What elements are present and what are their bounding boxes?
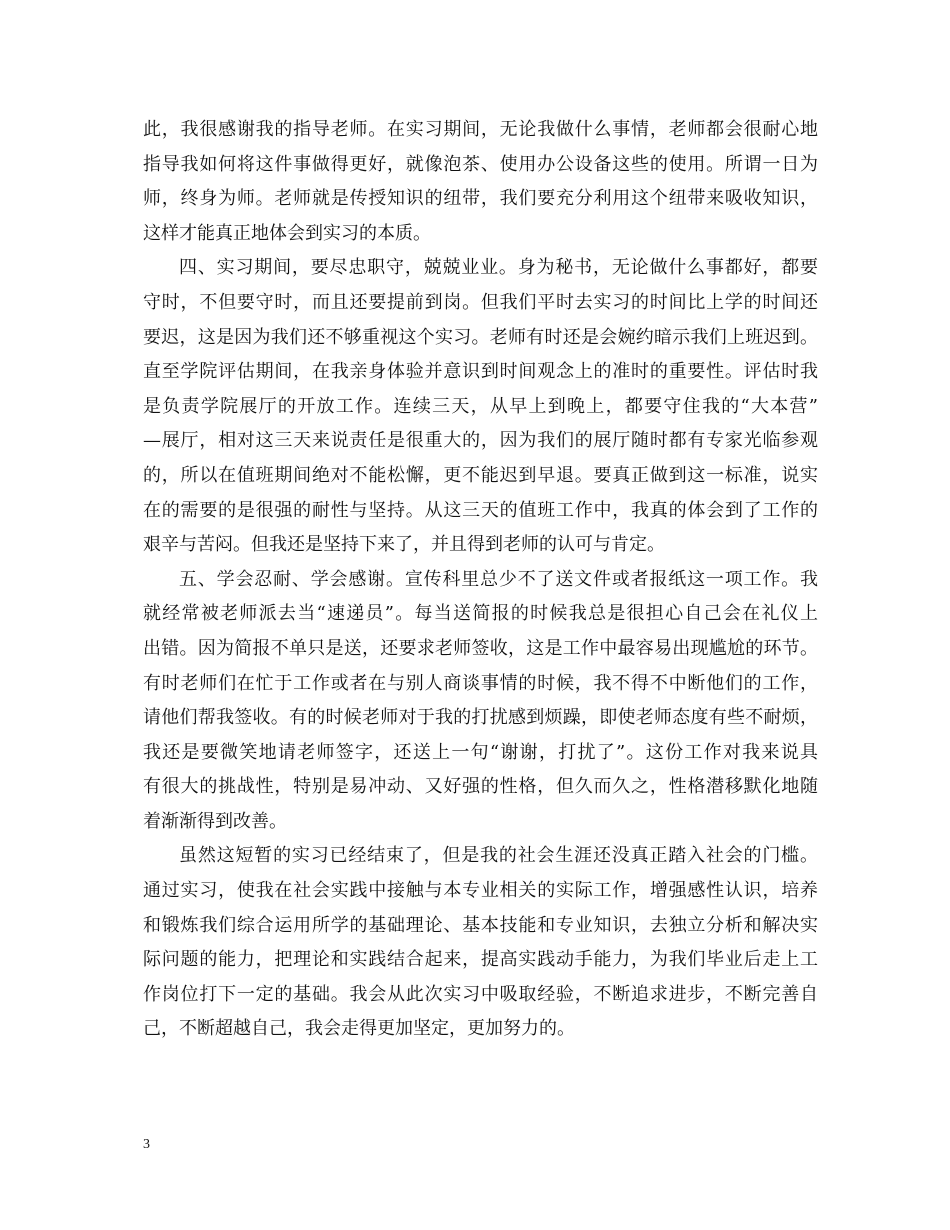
text-line: 我还是要微笑地请老师签字，还送上一句“谢谢，打扰了”。这份工作对我来说具 [143,741,818,763]
text-line: 际问题的能力，把理论和实践结合起来，提高实践动手能力，为我们毕业后走上工 [143,949,818,971]
text-line: 己，不断超越自己，我会走得更加坚定，更加努力的。 [143,1018,575,1040]
text-line: 有很大的挑战性，特别是易冲动、又好强的性格，但久而久之，性格潜移默化地随 [143,776,818,798]
text-line: 师，终身为师。老师就是传授知识的纽带，我们要充分利用这个纽带来吸收知识， [143,188,818,210]
text-line: 请他们帮我签收。有的时候老师对于我的打扰感到烦躁，即使老师态度有些不耐烦， [143,707,818,729]
text-line: 着渐渐得到改善。 [143,810,287,832]
text-line: 作岗位打下一定的基础。我会从此次实习中吸取经验，不断追求进步，不断完善自 [143,983,818,1005]
paragraph-first-line: 虽然这短暂的实习已经结束了，但是我的社会生涯还没真正踏入社会的门槛。 [179,845,818,867]
text-line: 指导我如何将这件事做得更好，就像泡茶、使用办公设备这些的使用。所谓一日为 [143,153,818,175]
page-number: 3 [143,1137,150,1152]
text-line: 的，所以在值班期间绝对不能松懈，更不能迟到早退。要真正做到这一标准，说实 [143,464,818,486]
text-line: 此，我很感谢我的指导老师。在实习期间，无论我做什么事情，老师都会很耐心地 [143,119,818,140]
paragraph-first-line: 五、学会忍耐、学会感谢。宣传科里总少不了送文件或者报纸这一项工作。我 [179,568,818,590]
text-line: 就经常被老师派去当“速递员”。每当送简报的时候我总是很担心自己会在礼仪上 [143,603,818,625]
text-line: 艰辛与苦闷。但我还是坚持下来了，并且得到老师的认可与肯定。 [143,534,665,556]
text-line: 在的需要的是很强的耐性与坚持。从这三天的值班工作中，我真的体会到了工作的 [143,499,818,521]
text-line: 出错。因为简报不单只是送，还要求老师签收，这是工作中最容易出现尴尬的环节。 [143,637,818,659]
text-line: 是负责学院展厅的开放工作。连续三天，从早上到晚上，都要守住我的“大本营” [143,395,818,417]
text-line: 通过实习，使我在社会实践中接触与本专业相关的实际工作，增强感性认识，培养 [143,880,818,902]
text-line: 有时老师们在忙于工作或者在与别人商谈事情的时候，我不得不中断他们的工作， [143,672,818,694]
text-line: 守时，不但要守时，而且还要提前到岗。但我们平时去实习的时间比上学的时间还 [143,291,818,313]
body-text [143,113,818,1047]
text-line: —展厅，相对这三天来说责任是很重大的，因为我们的展厅随时都有专家光临参观 [143,430,818,452]
text-line: 直至学院评估期间，在我亲身体验并意识到时间观念上的准时的重要性。评估时我 [143,361,818,383]
paragraph-first-line: 四、实习期间，要尽忠职守，兢兢业业。身为秘书，无论做什么事都好，都要 [179,257,818,279]
text-line: 和锻炼我们综合运用所学的基础理论、基本技能和专业知识，去独立分析和解决实 [143,914,818,936]
text-line: 这样才能真正地体会到实习的本质。 [143,222,431,244]
text-line: 要迟，这是因为我们还不够重视这个实习。老师有时还是会婉约暗示我们上班迟到。 [143,326,818,348]
